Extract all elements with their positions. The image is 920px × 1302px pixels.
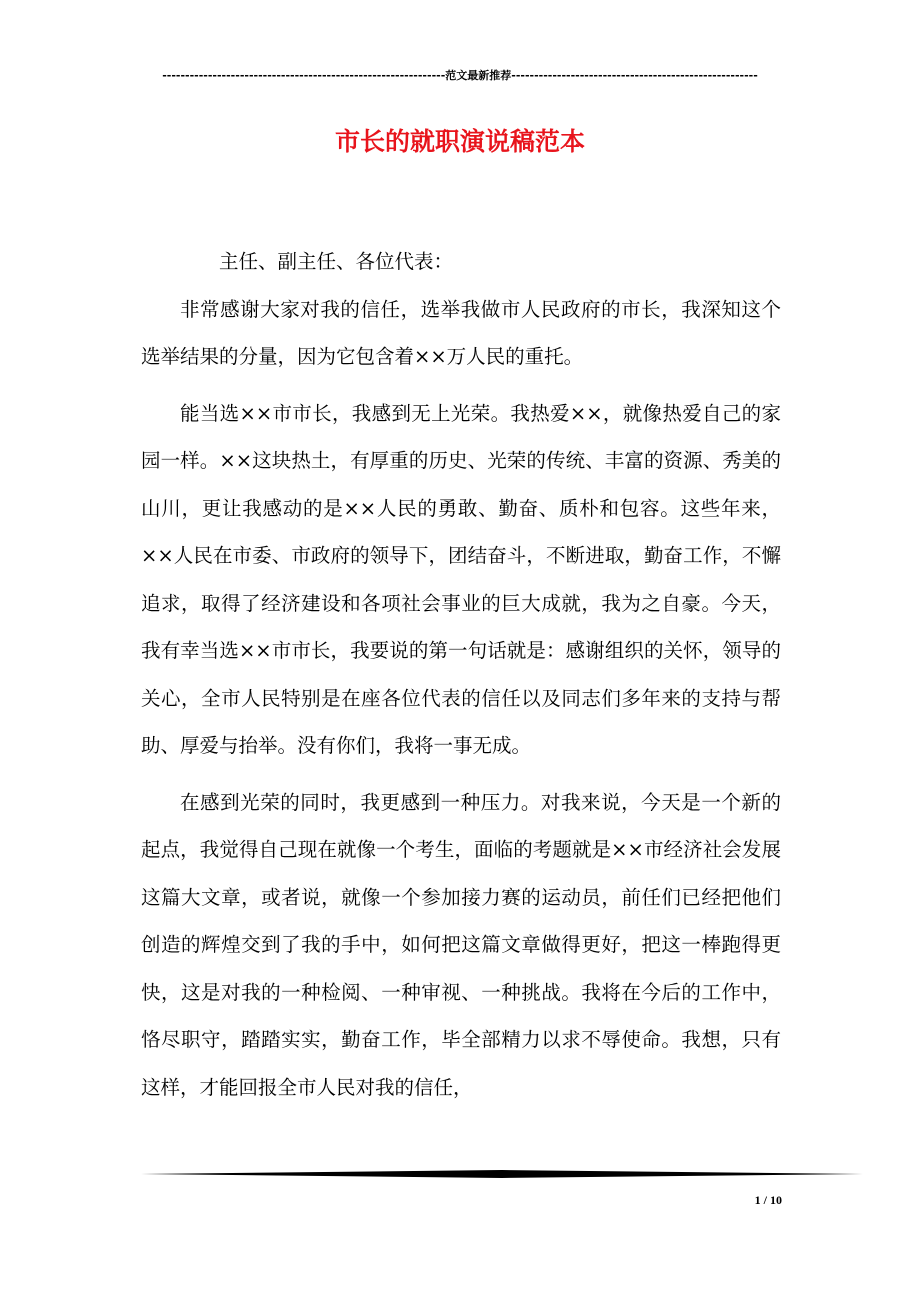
document-title: 市长的就职演说稿范本 xyxy=(334,127,585,156)
document-body xyxy=(141,238,781,1111)
body-paragraph: 在感到光荣的同时，我更感到一种压力。对我来说，今天是一个新的起点，我觉得自己现在就像一个考生，面临的考题就是××市经济社会发展这篇大文章，或者说，就像一个参加接力赛的运动员，前任们已经把他们创造的辉煌交到了我的手中，如何把这篇文章做得更好，把这一棒跑得更快，这是对我的一种检阅、一种审视、一种挑战。我将在今后的工作中，恪尽职守，踏踏实实，勤奋工作，毕全部精力以求不辱使命。我想，只有这样，才能回报全市人民对我的信任， xyxy=(141,790,781,1099)
footer-divider xyxy=(141,1170,863,1178)
page-header-banner: --------------------------------------------------------------范文最新推荐------------------------------------------------------ xyxy=(162,69,758,82)
body-paragraph: 能当选××市市长，我感到无上光荣。我热爱××，就像热爱自己的家园一样。××这块热土，有厚重的历史、光荣的传统、丰富的资源、秀美的山川，更让我感动的是××人民的勇敢、勤奋、质朴和包容。这些年来，××人民在市委、市政府的领导下，团结奋斗，不断进取，勤奋工作，不懈追求，取得了经济建设和各项社会事业的巨大成就，我为之自豪。今天，我有幸当选××市市长，我要说的第一句话就是：感谢组织的关怀，领导的关心，全市人民特别是在座各位代表的信任以及同志们多年来的支持与帮助、厚爱与抬举。没有你们，我将一事无成。 xyxy=(141,401,781,757)
page-number: 1 / 10 xyxy=(754,1193,782,1207)
body-paragraph: 非常感谢大家对我的信任，选举我做市人民政府的市长，我深知这个选举结果的分量，因为它包含着××万人民的重托。 xyxy=(141,297,781,368)
salutation-paragraph: 主任、副主任、各位代表： xyxy=(219,250,454,273)
